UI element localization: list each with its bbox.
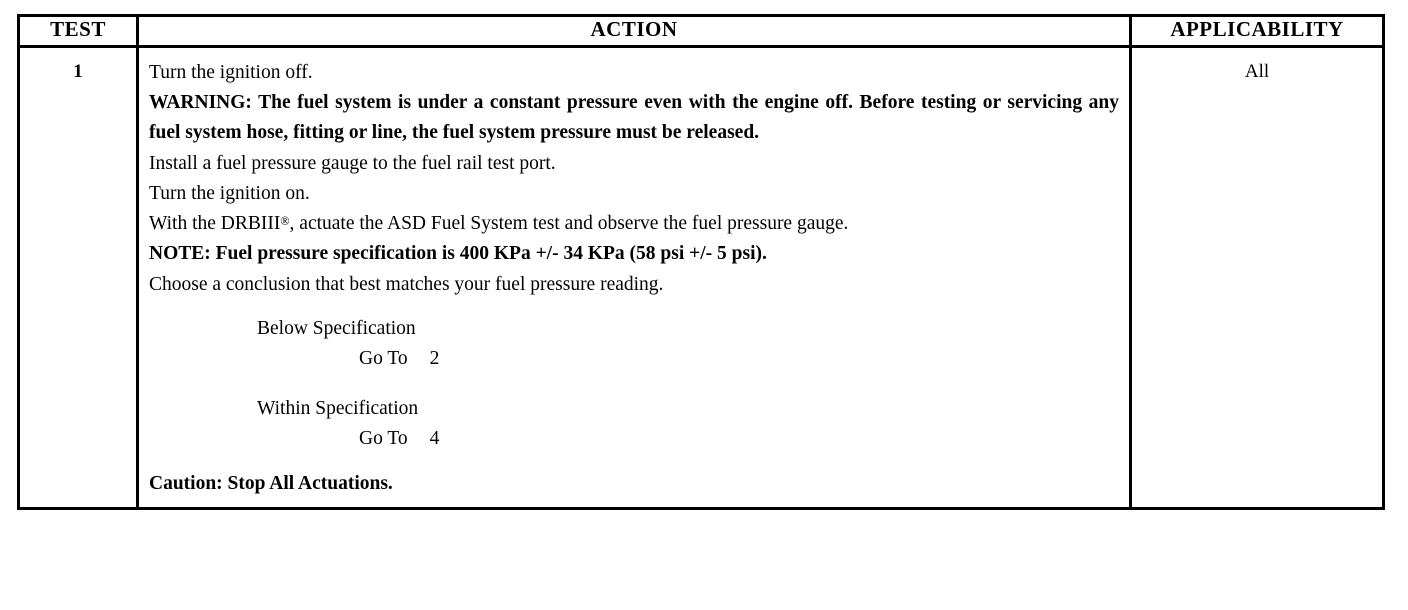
- table-row: [19, 47, 1384, 509]
- cell-test-number: 1: [19, 47, 138, 509]
- spacer: [149, 374, 1119, 394]
- drbiii-text-part1: With the DRBIII: [149, 213, 281, 235]
- drbiii-text-part2: , actuate the ASD Fuel System test and observe the fuel pressure gauge.: [289, 213, 849, 235]
- branch-below-specification-goto: [149, 344, 1119, 374]
- branch-within-specification-goto: [149, 424, 1119, 454]
- goto-label: Go To: [359, 428, 408, 450]
- action-step-ignition-off: Turn the ignition off.: [149, 62, 313, 83]
- action-warning-text: WARNING: The fuel system is under a constant pressure even with the engine off. Before testing or servicing any fuel system hose, fitting or line, the fuel system pressure must be released.: [149, 92, 1119, 144]
- action-step-ignition-on: Turn the ignition on.: [149, 182, 310, 204]
- goto-label: Go To: [359, 347, 408, 369]
- action-step-install-gauge: Install a fuel pressure gauge to the fuel rail test port.: [149, 152, 556, 174]
- action-caution-text: Caution: Stop All Actuations.: [149, 472, 393, 494]
- spacer: [149, 455, 1119, 469]
- column-header-applicability: APPLICABILITY: [1131, 16, 1384, 47]
- branch-within-specification-label: Within Specification: [257, 398, 419, 420]
- column-header-test: TEST: [19, 16, 138, 47]
- action-note-text: NOTE: Fuel pressure specification is 400 KPa +/- 34 KPa (58 psi +/- 5 psi).: [149, 243, 767, 265]
- registered-trademark-icon: ®: [280, 213, 290, 228]
- diagnostic-procedure-table: [17, 14, 1385, 510]
- action-step-choose-conclusion: Choose a conclusion that best matches your fuel pressure reading.: [149, 273, 664, 295]
- table-header: [19, 16, 1384, 47]
- column-header-action: ACTION: [138, 16, 1131, 47]
- table-body: [19, 47, 1384, 509]
- cell-action-content: [138, 47, 1131, 509]
- action-step-drbiii-actuate: [149, 209, 1119, 239]
- cell-applicability-value: All: [1131, 47, 1384, 509]
- branch-below-specification-label: Below Specification: [257, 317, 416, 339]
- table-header-row: [19, 16, 1384, 47]
- spacer: [149, 300, 1119, 314]
- goto-target-step: 4: [429, 428, 440, 450]
- goto-target-step: 2: [429, 347, 440, 369]
